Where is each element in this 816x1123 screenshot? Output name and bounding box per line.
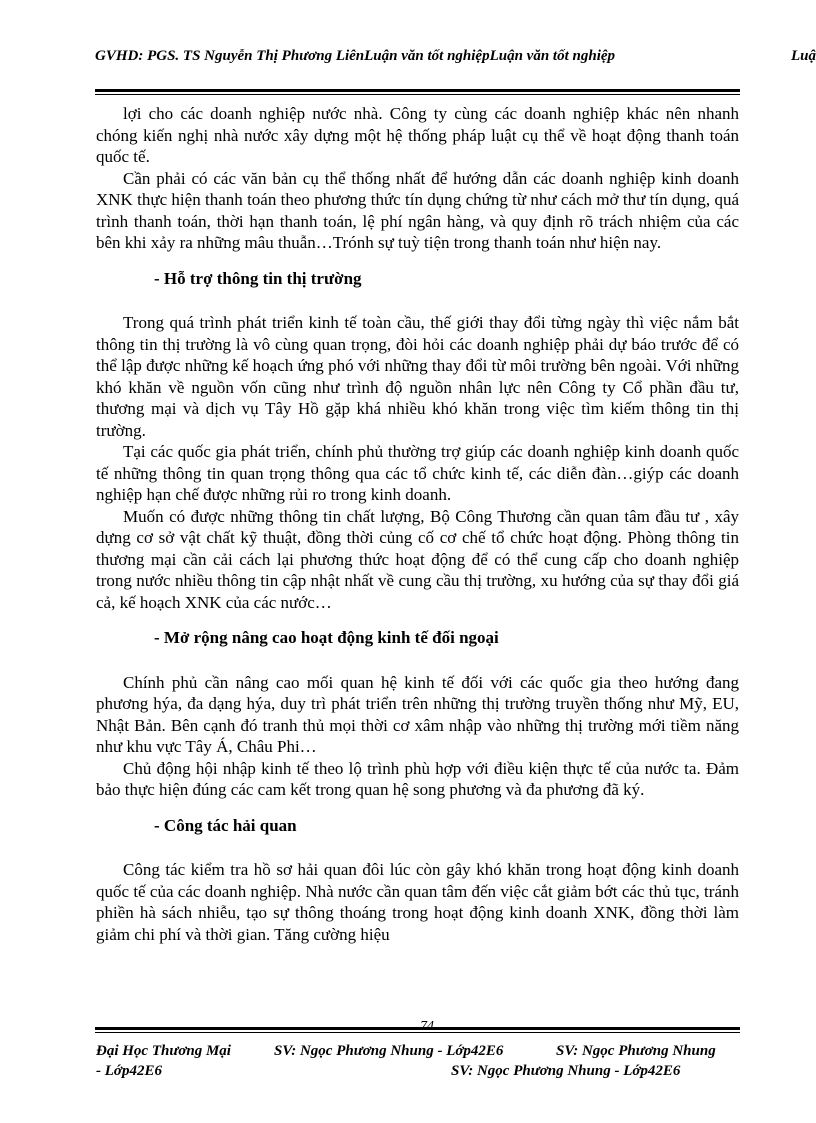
paragraph: Chính phủ cần nâng cao mối quan hệ kinh tế đối với các quốc gia theo hướng đang phương hýa, đa dạng hýa, duy trì phát triển trên những thị trường truyền thống như Mỹ, EU, Nhật Bản. Bên cạnh đó tranh thủ mọi thời cơ xâm nhập vào những thị trường mới tiềm năng như khu vực Tây Á, Châu Phi…: [96, 672, 739, 756]
footer-student: SV: Ngọc Phương Nhung: [556, 1043, 716, 1059]
paragraph: lợi cho các doanh nghiệp nước nhà. Công ty cùng các doanh nghiệp khác nên nhanh chóng kiến nghị nhà nước xây dựng một hệ thống pháp luật cụ thể về hoạt động thanh toán quốc tế.: [96, 104, 739, 166]
paragraph: Cần phải có các văn bản cụ thể thống nhất để hướng dẫn các doanh nghiệp kinh doanh XNK thực hiện thanh toán theo phương thức tín dụng chứng từ như cách mở thư tín dụng, quá trình thanh toán, thời hạn thanh toán, lệ phí ngân hàng, và quy định rõ trách nhiệm của các bên khi xảy ra những mâu thuẫn…Trónh sự tuỳ tiện trong thanh toán như hiện nay.: [96, 168, 739, 252]
header-text-truncated: Luậ: [791, 48, 816, 64]
section-heading: - Công tác hải quan: [154, 815, 297, 835]
paragraph: Tại các quốc gia phát triển, chính phủ thường trợ giúp các doanh nghiệp kinh doanh quốc tế những thông tin quan trọng thông qua các tổ chức kinh tế, các diễn đàn…giýp các doanh nghiệp hạn chế được những rủi ro trong kinh doanh.: [96, 442, 739, 504]
footer-school: Đại Học Thương Mại: [96, 1043, 231, 1059]
section-heading: - Mở rộng nâng cao hoạt động kinh tế đối ngoại: [154, 628, 499, 647]
page-number: 74: [420, 1019, 434, 1034]
document-body: [96, 103, 739, 945]
paragraph: Muốn có được những thông tin chất lượng, Bộ Công Thương cần quan tâm đầu tư , xây dựng cơ sở vật chất kỹ thuật, đồng thời củng cố cơ chế tổ chức hoạt động. Phòng thông tin thương mại cần cải cách lại phương thức hoạt động để có thể cung cấp cho doanh nghiệp trong nước nhiều thông tin cập nhật nhất về cung cầu thị trường, xu hướng của sự thay đổi giá cả, kế hoạch XNK của các nước…: [96, 506, 739, 612]
section-heading: - Hỗ trợ thông tin thị trường: [154, 268, 362, 288]
header-text: GVHD: PGS. TS Nguyễn Thị Phương LiênLuận văn tốt nghiệpLuận văn tốt nghiệp: [95, 48, 616, 64]
page-header: [95, 48, 816, 70]
footer-student: SV: Ngọc Phương Nhung - Lớp42E6: [451, 1063, 681, 1079]
paragraph: Trong quá trình phát triển kinh tế toàn cầu, thế giới thay đổi từng ngày thì việc nắm bắt thông tin thị trường là vô cùng quan trọng, đòi hỏi các doanh nghiệp phải dự báo trước để có thể lập được những kế hoạch ứng phó với những thay đổi từ môi trường bên ngoài. Với những khó khăn về nguồn vốn cũng như trình độ nguồn nhân lực nên Công ty Cổ phần đầu tư, thương mại và dịch vụ Tây Hồ gặp khá nhiều khó khăn trong việc tìm kiếm thông tin thị trường.: [96, 313, 739, 440]
footer-rule-thin: [95, 1032, 740, 1033]
footer-class: - Lớp42E6: [96, 1063, 162, 1079]
header-rule-thin: [95, 94, 740, 95]
footer-rule-thick: [95, 1027, 740, 1030]
footer-student: SV: Ngọc Phương Nhung - Lớp42E6: [274, 1043, 504, 1059]
paragraph: Công tác kiểm tra hồ sơ hải quan đôi lúc còn gây khó khăn trong hoạt động kinh doanh quốc tế của các doanh nghiệp. Nhà nước cần quan tâm đến việc cắt giảm bớt các thủ tục, tránh phiền hà sách nhiễu, tạo sự thông thoáng trong hoạt động kinh doanh XNK, đồng thời làm giảm chi phí và thời gian. Tăng cường hiệu: [96, 860, 739, 944]
paragraph: Chủ động hội nhập kinh tế theo lộ trình phù hợp với điều kiện thực tế của nước ta. Đảm bảo thực hiện đúng các cam kết trong quan hệ song phương và đa phương đã ký.: [96, 758, 739, 799]
header-rule-thick: [95, 89, 740, 92]
